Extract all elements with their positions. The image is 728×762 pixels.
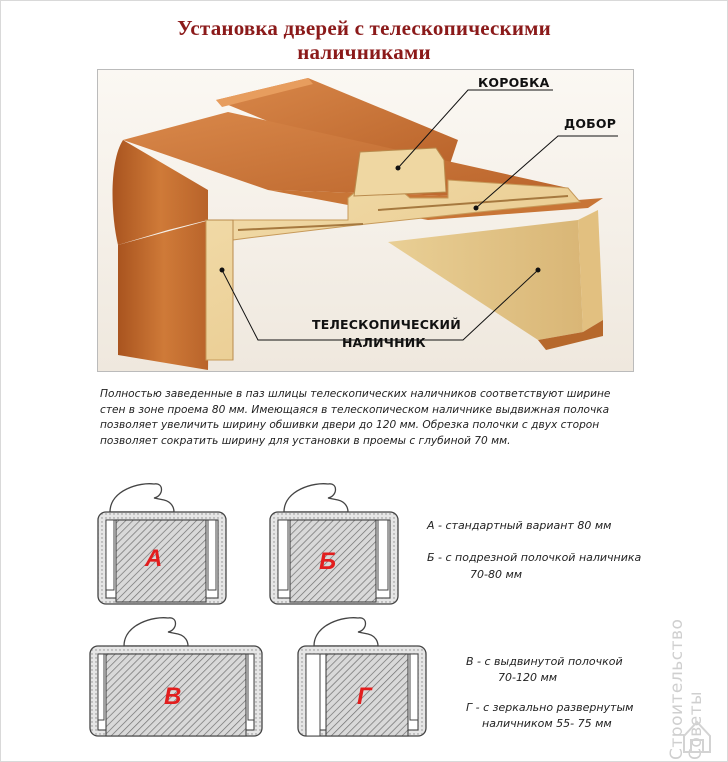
description-paragraph [100,387,640,449]
diagram-v-letter: В [164,683,182,710]
diagram-g-letter: Г [357,683,372,710]
diagram-g [292,612,432,744]
label-extension: ДОБОР [564,116,617,131]
variant-g-text-1: Г - с зеркально развернутым [466,701,634,714]
watermark-line-1: Строительство [667,618,687,760]
diagram-v [86,612,266,744]
label-telescopic-trim-2: НАЛИЧНИК [342,335,426,350]
label-box: КОРОБКА [478,75,550,90]
door-frame-illustration [97,69,634,372]
diagram-a-letter: А [145,545,163,572]
watermark-logo-icon [680,716,714,760]
diagram-b-letter: Б [319,548,336,575]
description-line: стен в зоне проема 80 мм. Имеющаяся в телескопическом наличнике выдвижная полочка [100,403,610,416]
variant-v-text-1: В - с выдвинутой полочкой [466,655,623,668]
page-title [0,16,728,64]
variant-v-text-2: 70-120 мм [498,671,558,684]
label-telescopic-trim-1: ТЕЛЕСКОПИЧЕСКИЙ [312,317,461,332]
variant-a-text: А - стандартный вариант 80 мм [427,519,612,532]
diagram-b [264,476,404,612]
description-line: позволяет увеличить ширину обшивки двери до 120 мм. Обрезка полочки с двух сторон [100,419,600,431]
variant-g-text-2: наличником 55- 75 мм [482,717,612,730]
variant-b-text-1: Б - с подрезной полочкой наличника [427,551,642,564]
description-line: позволяет сократить ширину для установки в проемы с глубиной 70 мм. [100,434,511,447]
variant-b-text-2: 70-80 мм [470,568,523,581]
diagram-a [92,476,232,612]
title-line-2: наличниками [297,40,431,64]
title-line-1: Установка дверей с телескопическими [177,16,551,40]
watermark-line-2: Советы [686,690,706,760]
description-line: Полностью заведенные в паз шлицы телескопических наличников соответствуют ширине [100,388,611,400]
